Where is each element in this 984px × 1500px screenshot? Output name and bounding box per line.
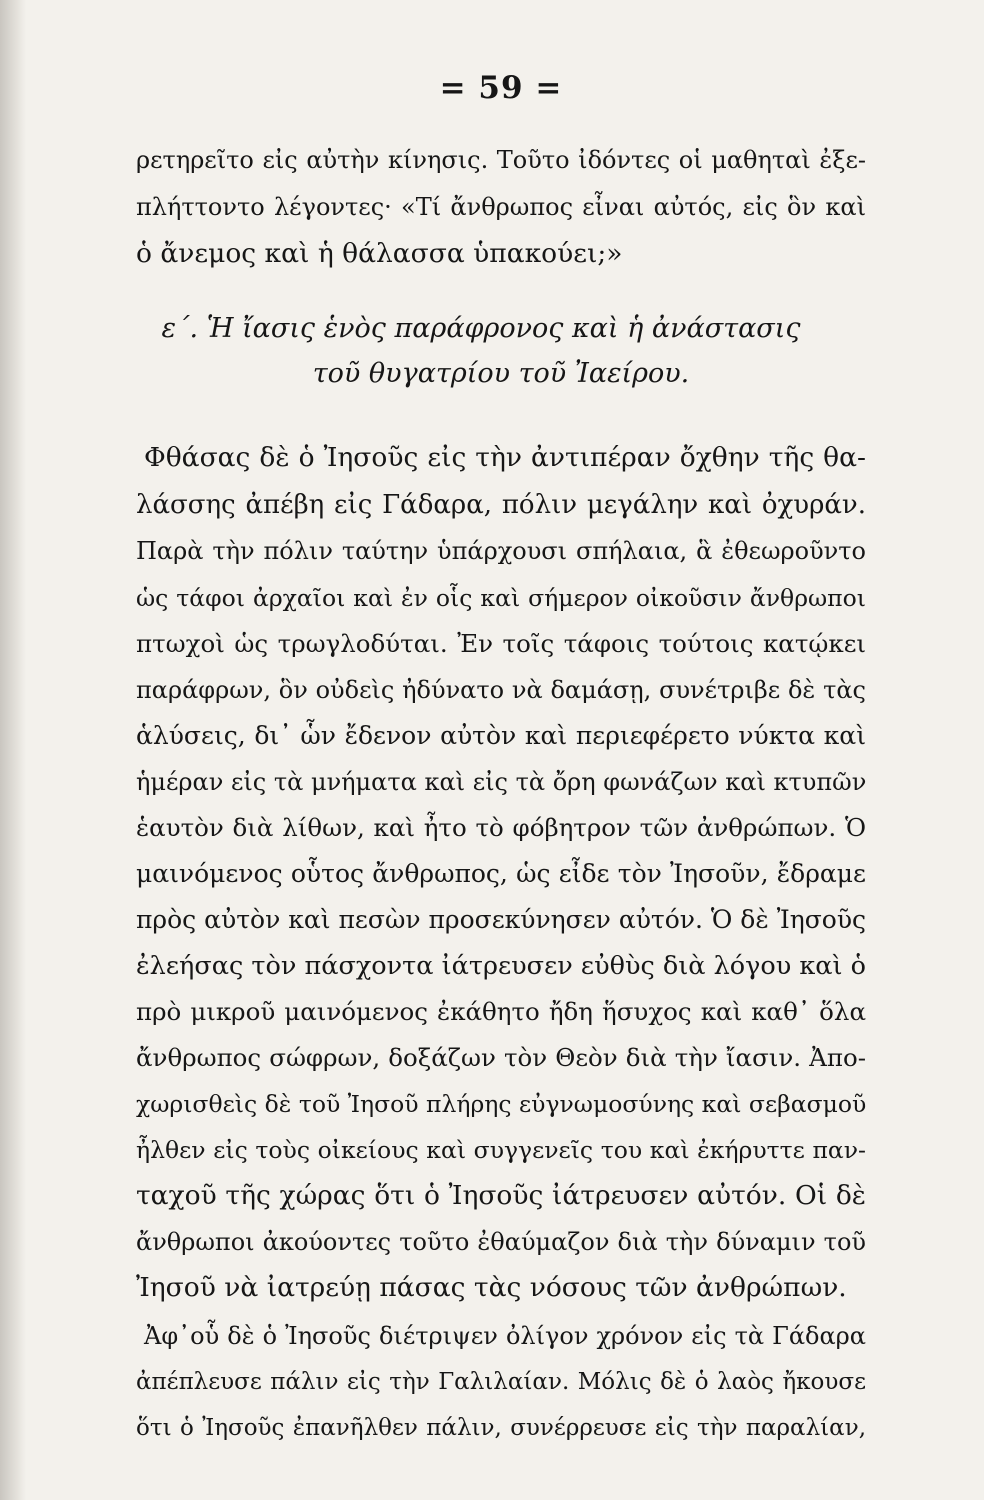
text-line: ἦλθεν εἰς τοὺς οἰκείους καὶ συγγενεῖς του καὶ ἐκήρυττε παν- <box>136 1136 866 1164</box>
text-line: ταχοῦ τῆς χώρας ὅτι ὁ Ἰησοῦς ἰάτρευσεν αὐτόν. Οἱ δὲ <box>136 1180 866 1211</box>
text-line: πλήττοντο λέγοντες· «Τί ἄνθρωπος εἶναι αὐτός, εἰς ὃν καὶ <box>136 193 866 221</box>
text-line: Παρὰ τὴν πόλιν ταύτην ὑπάρχουσι σπήλαια, ἃ ἐθεωροῦντο <box>136 537 866 565</box>
text-line: ὅτι ὁ Ἰησοῦς ἐπανῆλθεν πάλιν, συνέρρευσε εἰς τὴν παραλίαν, <box>136 1415 866 1441</box>
section-heading-line: τοῦ θυγατρίου τοῦ Ἰαείρου. <box>312 358 690 389</box>
text-line: χωρισθεὶς δὲ τοῦ Ἰησοῦ πλήρης εὐγνωμοσύνης καὶ σεβασμοῦ <box>136 1090 867 1118</box>
text-line: ὡς τάφοι ἀρχαῖοι καὶ ἐν οἷς καὶ σήμερον οἰκοῦσιν ἄνθρωποι <box>136 584 866 612</box>
section-heading-line: ε΄. Ἡ ἴασις ἑνὸς παράφρονος καὶ ἡ ἀνάστασις <box>161 313 801 344</box>
text-line-indented: Ἀφ᾽οὗ δὲ ὁ Ἰησοῦς διέτριψεν ὀλίγον χρόνον εἰς τὰ Γάδαρα <box>144 1322 866 1350</box>
page-number: = 59 = <box>439 70 563 106</box>
book-spine-shadow <box>0 0 26 1500</box>
text-line: πτωχοὶ ὡς τρωγλοδύται. Ἐν τοῖς τάφοις τούτοις κατῴκει <box>136 629 866 658</box>
text-line: ἐλεήσας τὸν πάσχοντα ἰάτρευσεν εὐθὺς διὰ λόγου καὶ ὁ <box>136 951 866 981</box>
text-line: λάσσης ἀπέβη εἰς Γάδαρα, πόλιν μεγάλην καὶ ὀχυράν. <box>136 490 866 520</box>
text-line: πρὸ μικροῦ μαινόμενος ἐκάθητο ἤδη ἥσυχος καὶ καθ᾽ ὅλα <box>136 997 866 1026</box>
text-line: ἄνθρωπος σώφρων, δοξάζων τὸν Θεὸν διὰ τὴν ἴασιν. Ἀπο- <box>136 1043 866 1072</box>
text-line: ἀπέπλευσε πάλιν εἰς τὴν Γαλιλαίαν. Μόλις δὲ ὁ λαὸς ἤκουσε <box>136 1369 866 1395</box>
text-line: ὁ ἄνεμος καὶ ἡ θάλασσα ὑπακούει;» <box>136 238 623 269</box>
text-line: πρὸς αὐτὸν καὶ πεσὼν προσεκύνησεν αὐτόν. Ὁ δὲ Ἰησοῦς <box>136 905 867 934</box>
text-line: ρετηρεῖτο εἰς αὐτὴν κίνησις. Τοῦτο ἰδόντες οἱ μαθηταὶ ἐξε- <box>136 146 866 174</box>
text-line: ἡμέραν εἰς τὰ μνήματα καὶ εἰς τὰ ὄρη φωνάζων καὶ κτυπῶν <box>136 768 867 796</box>
text-line: Ἰησοῦ νὰ ἰατρεύῃ πάσας τὰς νόσους τῶν ἀνθρώπων. <box>136 1272 847 1303</box>
text-line: ἄνθρωποι ἀκούοντες τοῦτο ἐθαύμαζον διὰ τὴν δύναμιν τοῦ <box>136 1228 866 1256</box>
text-line: ἁλύσεις, δι᾽ ὧν ἔδενον αὐτὸν καὶ περιεφέρετο νύκτα καὶ <box>136 721 866 750</box>
text-line-indented: Φθάσας δὲ ὁ Ἰησοῦς εἰς τὴν ἀντιπέραν ὄχθην τῆς θα- <box>144 442 866 473</box>
book-page <box>136 0 866 1500</box>
text-line: παράφρων, ὃν οὐδεὶς ἠδύνατο νὰ δαμάσῃ, συνέτριβε δὲ τὰς <box>136 676 866 704</box>
text-line: ἑαυτὸν διὰ λίθων, καὶ ἦτο τὸ φόβητρον τῶν ἀνθρώπων. Ὁ <box>136 813 866 842</box>
text-line: μαινόμενος οὗτος ἄνθρωπος, ὡς εἶδε τὸν Ἰησοῦν, ἔδραμε <box>136 859 866 888</box>
